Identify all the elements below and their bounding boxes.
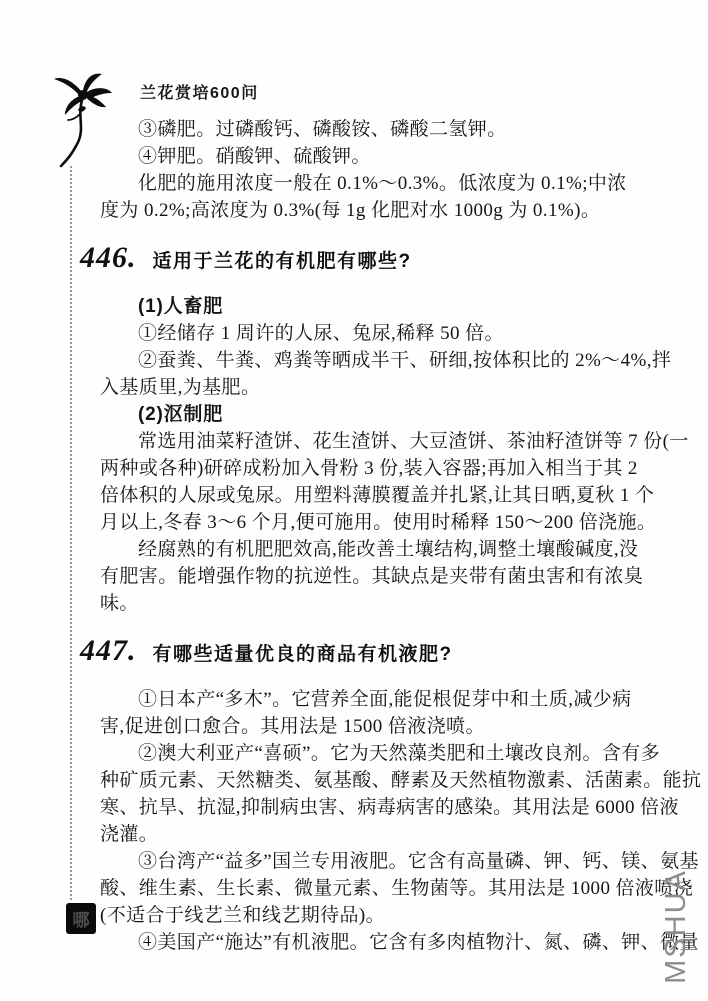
text-line: ③台湾产“益多”国兰专用液肥。它含有高量磷、钾、钙、镁、氨基 — [138, 851, 699, 872]
question-number: 447. — [80, 634, 137, 667]
text-line: 酸、维生素、生长素、微量元素、生物菌等。其用法是 1000 倍液喷浇 — [100, 878, 694, 899]
text-line: 度为 0.2%;高浓度为 0.3%(每 1g 化肥对水 1000g 为 0.1%)。 — [100, 200, 601, 221]
text-line: (1)人畜肥 — [138, 296, 224, 317]
text-line: (不适合于线艺兰和线艺期待品)。 — [100, 905, 386, 926]
text-line: ②蚕粪、牛粪、鸡粪等晒成半干、研细,按体积比的 2%～4%,拌 — [138, 350, 672, 371]
intro-paragraph — [100, 116, 662, 224]
text-line: 害,促进创口愈合。其用法是 1500 倍液浇喷。 — [100, 716, 485, 737]
text-line: 常选用油菜籽渣饼、花生渣饼、大豆渣饼、茶油籽渣饼等 7 份(一 — [138, 431, 689, 452]
text-line: ①经储存 1 周许的人尿、兔尿,稀释 50 倍。 — [138, 323, 504, 344]
section-446-body — [100, 293, 689, 617]
question-number: 446. — [80, 241, 137, 274]
text-line: 两种或各种)研碎成粉加入骨粉 3 份,装入容器;再加入相当于其 2 — [100, 458, 638, 479]
watermark-text: MSHUA — [659, 868, 692, 984]
page-thumb-tab — [66, 903, 96, 934]
text-line: 入基质里,为基肥。 — [100, 377, 261, 398]
question-title: 有哪些适量优良的商品有机液肥? — [152, 644, 453, 665]
text-line: 浇灌。 — [100, 824, 159, 845]
text-line: 有肥害。能增强作物的抗逆性。其缺点是夹带有菌虫害和有浓臭 — [100, 566, 644, 587]
text-line: ①日本产“多木”。它营养全面,能促根促芽中和土质,减少病 — [138, 689, 632, 710]
text-line: (2)沤制肥 — [138, 404, 224, 425]
text-line: ④美国产“施达”有机液肥。它含有多肉植物汁、氮、磷、钾、微量 — [138, 932, 699, 953]
question-title: 适用于兰花的有机肥有哪些? — [152, 251, 412, 272]
question-heading-447 — [80, 634, 662, 676]
text-line: 寒、抗旱、抗湿,抑制病虫害、病毒病害的感染。其用法是 6000 倍液 — [100, 797, 679, 818]
text-line: 经腐熟的有机肥肥效高,能改善土壤结构,调整土壤酸碱度,没 — [138, 539, 639, 560]
text-line: ②澳大利亚产“喜硕”。它为天然藻类肥和土壤改良剂。含有多 — [138, 743, 661, 764]
question-heading-446 — [80, 241, 662, 283]
running-head-title: 兰花赏培600问 — [140, 85, 259, 102]
text-line: 化肥的施用浓度一般在 0.1%～0.3%。低浓度为 0.1%;中浓 — [138, 173, 627, 194]
text-line: 味。 — [100, 593, 139, 614]
text-line: 倍体积的人尿或兔尿。用塑料薄膜覆盖并扎紧,让其日晒,夏秋 1 个 — [100, 485, 655, 506]
margin-dotted-line — [70, 166, 72, 900]
text-line: 种矿质元素、天然糖类、氨基酸、酵素及天然植物激素、活菌素。能抗 — [100, 770, 702, 791]
text-line: ④钾肥。硝酸钾、硫酸钾。 — [138, 146, 371, 167]
text-line: ③磷肥。过磷酸钙、磷酸铵、磷酸二氢钾。 — [138, 119, 507, 140]
section-446 — [80, 241, 689, 617]
thumb-tab-character: 哪 — [72, 911, 90, 930]
text-line: 月以上,冬春 3～6 个月,便可施用。使用时稀释 150～200 倍浇施。 — [100, 512, 657, 533]
